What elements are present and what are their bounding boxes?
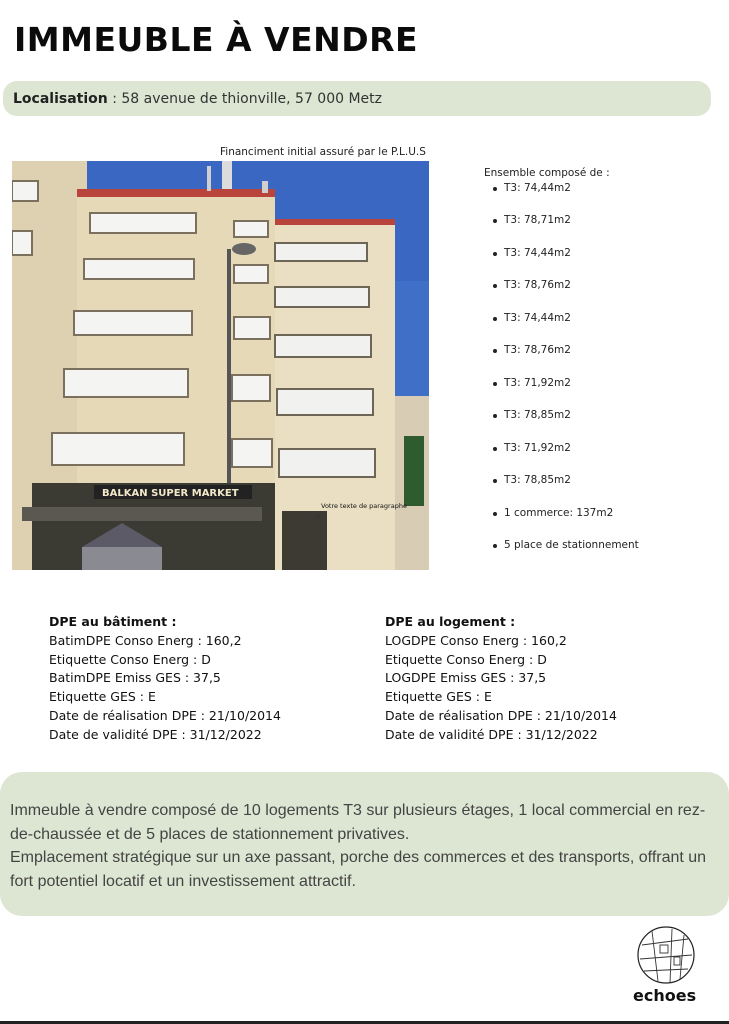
dpe-line: Etiquette Conso Energ : D <box>385 651 547 667</box>
shop-sign: BALKAN SUPER MARKET <box>102 488 239 499</box>
list-item: T3: 78,85m2 <box>492 474 571 486</box>
list-item: T3: 74,44m2 <box>492 182 571 194</box>
location-label: Localisation <box>13 90 108 107</box>
list-item: T3: 78,76m2 <box>492 344 571 356</box>
units-heading: Ensemble composé de : <box>484 167 610 179</box>
list-item: T3: 78,71m2 <box>492 214 571 226</box>
list-item: 5 place de stationnement <box>492 539 639 551</box>
dpe-line: BatimDPE Conso Energ : 160,2 <box>49 632 242 648</box>
list-item: T3: 71,92m2 <box>492 442 571 454</box>
list-item: T3: 71,92m2 <box>492 377 571 389</box>
dpe-line: Date de réalisation DPE : 21/10/2014 <box>49 707 281 723</box>
dpe-line: LOGDPE Emiss GES : 37,5 <box>385 670 547 686</box>
page-title: IMMEUBLE À VENDRE <box>14 20 419 59</box>
building-photo <box>12 161 429 570</box>
dpe-batiment-heading: DPE au bâtiment : <box>49 614 177 629</box>
list-item: T3: 78,76m2 <box>492 279 571 291</box>
list-item: T3: 78,85m2 <box>492 409 571 421</box>
description-paragraph: Emplacement stratégique sur un axe passant, porche des commerces et des transports, offrant un fort potentiel locatif et un investissement attractif. <box>10 849 707 890</box>
logo-text: echoes <box>633 986 697 1005</box>
list-item: T3: 74,44m2 <box>492 247 571 259</box>
dpe-batiment-block <box>49 613 281 745</box>
location-bar <box>3 81 711 116</box>
photo-caption: Financiment initial assuré par le P.L.U.S <box>220 146 426 158</box>
list-item: T3: 74,44m2 <box>492 312 571 324</box>
description-paragraph: Immeuble à vendre composé de 10 logements T3 sur plusieurs étages, 1 local commercial en rez-de-chaussée et de 5 places de stationnement privatives. <box>10 802 706 843</box>
dpe-line: Etiquette Conso Energ : D <box>49 651 211 667</box>
location-address: 58 avenue de thionville, 57 000 Metz <box>121 90 383 107</box>
dpe-line: Etiquette GES : E <box>385 689 492 705</box>
dpe-line: Date de validité DPE : 31/12/2022 <box>385 726 598 742</box>
list-item: 1 commerce: 137m2 <box>492 507 613 519</box>
dpe-line: Date de réalisation DPE : 21/10/2014 <box>385 707 617 723</box>
photo-overlay-text: Votre texte de paragraphe <box>321 502 407 510</box>
dpe-logement-block <box>385 613 617 745</box>
dpe-logement-heading: DPE au logement : <box>385 614 516 629</box>
dpe-line: BatimDPE Emiss GES : 37,5 <box>49 670 221 686</box>
dpe-line: Date de validité DPE : 31/12/2022 <box>49 726 262 742</box>
house-number: 16 <box>314 515 321 521</box>
dpe-line: Etiquette GES : E <box>49 689 156 705</box>
description-panel <box>0 772 729 916</box>
dpe-line: LOGDPE Conso Energ : 160,2 <box>385 632 567 648</box>
location-separator: : <box>107 90 122 107</box>
